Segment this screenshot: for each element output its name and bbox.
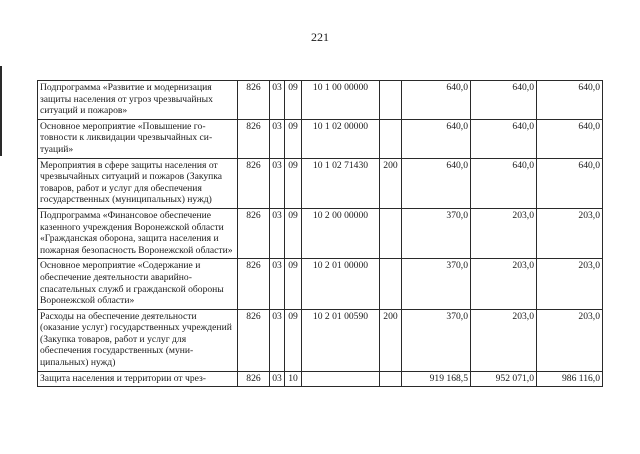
amount-year-2: 640,0 [471, 158, 537, 208]
target-article-code: 10 2 01 00590 [302, 309, 380, 371]
section-code: 03 [270, 119, 285, 158]
target-article-code: 10 1 02 00000 [302, 119, 380, 158]
subsection-code: 09 [285, 309, 302, 371]
row-name: Защита населения и территории от чрез- [38, 371, 238, 387]
ministry-code: 826 [238, 371, 270, 387]
amount-year-1: 919 168,5 [402, 371, 471, 387]
amount-year-2: 640,0 [471, 81, 537, 120]
table-row [38, 81, 603, 120]
amount-year-2: 203,0 [471, 259, 537, 309]
section-code: 03 [270, 81, 285, 120]
budget-table [37, 80, 603, 387]
amount-year-2: 203,0 [471, 208, 537, 258]
expense-type-code [380, 119, 402, 158]
subsection-code: 09 [285, 208, 302, 258]
amount-year-1: 370,0 [402, 259, 471, 309]
amount-year-3: 640,0 [537, 81, 603, 120]
table-row [38, 309, 603, 371]
row-name: Расходы на обеспечение деятельности (оказание услуг) государственных учреждений (Закупка товаров, работ и услуг для обеспечения государственных (муниципальных) нужд) [38, 309, 238, 371]
ministry-code: 826 [238, 208, 270, 258]
amount-year-1: 370,0 [402, 309, 471, 371]
section-code: 03 [270, 309, 285, 371]
amount-year-3: 986 116,0 [537, 371, 603, 387]
table-row [38, 259, 603, 309]
expense-type-code [380, 208, 402, 258]
expense-type-code: 200 [380, 309, 402, 371]
amount-year-1: 640,0 [402, 119, 471, 158]
ministry-code: 826 [238, 259, 270, 309]
scan-edge-mark [0, 66, 2, 156]
target-article-code: 10 2 01 00000 [302, 259, 380, 309]
subsection-code: 09 [285, 119, 302, 158]
subsection-code: 09 [285, 259, 302, 309]
row-name: Основное мероприятие «Повышение готовности к ликвидации чрезвычайных ситуаций» [38, 119, 238, 158]
amount-year-2: 640,0 [471, 119, 537, 158]
amount-year-3: 640,0 [537, 119, 603, 158]
row-name: Подпрограмма «Финансовое обеспечение казенного учреждения Воронежской области «Гражданская оборона, защита населения и пожарная безопасность Воронежской области» [38, 208, 238, 258]
expense-type-code [380, 371, 402, 387]
ministry-code: 826 [238, 119, 270, 158]
table-row [38, 208, 603, 258]
row-name: Основное мероприятие «Содержание и обеспечение деятельности аварийно-спасательных служб и гражданской обороны Воронежской области» [38, 259, 238, 309]
amount-year-2: 203,0 [471, 309, 537, 371]
amount-year-1: 370,0 [402, 208, 471, 258]
table-row [38, 158, 603, 208]
table-row [38, 371, 603, 387]
amount-year-3: 640,0 [537, 158, 603, 208]
subsection-code: 09 [285, 158, 302, 208]
amount-year-2: 952 071,0 [471, 371, 537, 387]
amount-year-3: 203,0 [537, 259, 603, 309]
amount-year-3: 203,0 [537, 208, 603, 258]
row-name: Подпрограмма «Развитие и модернизация защиты населения от угроз чрезвычайных ситуаций и пожаров» [38, 81, 238, 120]
amount-year-3: 203,0 [537, 309, 603, 371]
section-code: 03 [270, 259, 285, 309]
subsection-code: 10 [285, 371, 302, 387]
target-article-code: 10 1 00 00000 [302, 81, 380, 120]
ministry-code: 826 [238, 158, 270, 208]
target-article-code [302, 371, 380, 387]
section-code: 03 [270, 371, 285, 387]
target-article-code: 10 2 00 00000 [302, 208, 380, 258]
amount-year-1: 640,0 [402, 81, 471, 120]
page-number: 221 [311, 30, 329, 44]
subsection-code: 09 [285, 81, 302, 120]
section-code: 03 [270, 158, 285, 208]
amount-year-1: 640,0 [402, 158, 471, 208]
ministry-code: 826 [238, 309, 270, 371]
section-code: 03 [270, 208, 285, 258]
row-name: Мероприятия в сфере защиты населения от чрезвычайных ситуаций и пожаров (Закупка товаров, работ и услуг для обеспечения государственных (муниципальных) нужд) [38, 158, 238, 208]
expense-type-code [380, 259, 402, 309]
expense-type-code: 200 [380, 158, 402, 208]
ministry-code: 826 [238, 81, 270, 120]
target-article-code: 10 1 02 71430 [302, 158, 380, 208]
table-row [38, 119, 603, 158]
expense-type-code [380, 81, 402, 120]
